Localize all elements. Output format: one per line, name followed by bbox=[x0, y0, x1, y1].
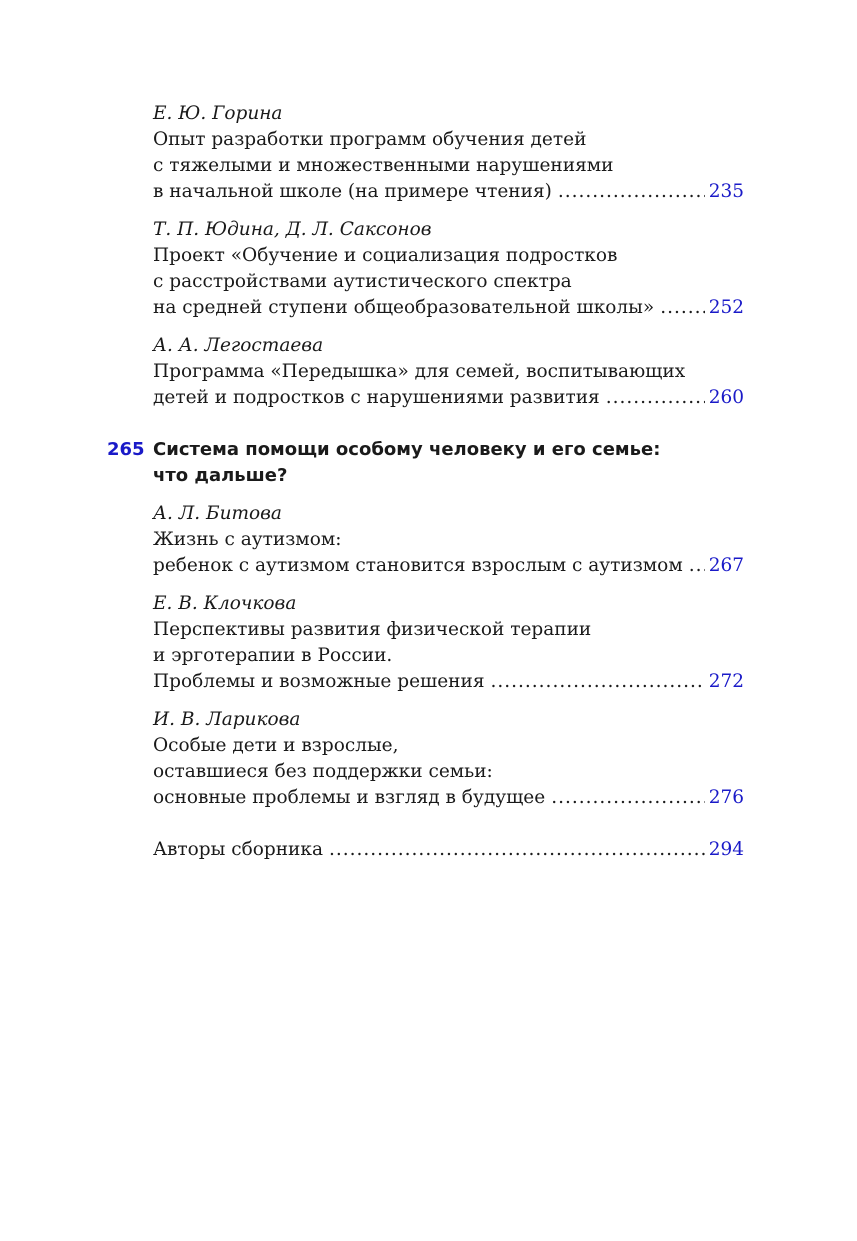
section-title-line: что дальше? bbox=[153, 465, 288, 486]
entry-title-line: основные проблемы и взгляд в будущее bbox=[153, 787, 546, 808]
dot-leader bbox=[491, 669, 705, 695]
entry-title-line: Опыт разработки программ обучения детей bbox=[153, 129, 587, 150]
page-number[interactable]: 252 bbox=[708, 297, 744, 318]
entry-last-line bbox=[153, 837, 744, 863]
entry-title-line: Проблемы и возможные решения bbox=[153, 671, 485, 692]
entry-title-line: с расстройствами аутистического спектра bbox=[153, 271, 572, 292]
entry-title-line: и эрготерапии в России. bbox=[153, 645, 393, 666]
toc-entry[interactable] bbox=[153, 501, 744, 579]
page-number[interactable]: 294 bbox=[708, 839, 744, 860]
entry-last-line bbox=[153, 385, 744, 411]
entry-author: А. А. Легостаева bbox=[153, 335, 324, 356]
dot-leader bbox=[558, 179, 705, 205]
entry-title-line: ребенок с аутизмом становится взрослым с аутизмом bbox=[153, 555, 683, 576]
dot-leader bbox=[660, 295, 704, 321]
entry-title-line: Жизнь с аутизмом: bbox=[153, 529, 342, 550]
toc-entry[interactable] bbox=[153, 101, 744, 205]
entry-title-line: в начальной школе (на примере чтения) bbox=[153, 181, 552, 202]
entry-last-line bbox=[153, 179, 744, 205]
toc-entry[interactable] bbox=[153, 591, 744, 695]
entry-author: Е. В. Клочкова bbox=[153, 593, 297, 614]
entry-title-line: Особые дети и взрослые, bbox=[153, 735, 399, 756]
toc-entry[interactable] bbox=[153, 217, 744, 321]
toc-entry[interactable] bbox=[153, 333, 744, 411]
page-number[interactable]: 272 bbox=[708, 671, 744, 692]
page-number[interactable]: 235 bbox=[708, 181, 744, 202]
entry-author: И. В. Ларикова bbox=[153, 709, 301, 730]
section-page-number[interactable]: 265 bbox=[107, 439, 145, 460]
entry-last-line bbox=[153, 295, 744, 321]
dot-leader bbox=[689, 553, 705, 579]
entry-title-line: с тяжелыми и множественными нарушениями bbox=[153, 155, 614, 176]
dot-leader bbox=[606, 385, 705, 411]
section-title-line: Система помощи особому человеку и его семье: bbox=[153, 439, 661, 460]
entry-author: А. Л. Битова bbox=[153, 503, 282, 524]
entry-title-line: оставшиеся без поддержки семьи: bbox=[153, 761, 493, 782]
page-number[interactable]: 260 bbox=[708, 387, 744, 408]
entry-title-line: Программа «Передышка» для семей, воспитывающих bbox=[153, 361, 686, 382]
entry-title-line: Авторы сборника bbox=[153, 839, 323, 860]
entry-last-line bbox=[153, 669, 744, 695]
entry-author: Т. П. Юдина, Д. Л. Саксонов bbox=[153, 219, 432, 240]
entry-title-line: на средней ступени общеобразовательной школы» bbox=[153, 297, 655, 318]
entry-last-line bbox=[153, 785, 744, 811]
section-title bbox=[153, 437, 660, 489]
toc-entry[interactable] bbox=[153, 707, 744, 811]
entry-title-line: Проект «Обучение и социализация подростков bbox=[153, 245, 618, 266]
entry-author: Е. Ю. Горина bbox=[153, 103, 283, 124]
entry-title-line: Перспективы развития физической терапии bbox=[153, 619, 592, 640]
toc-entry-authors[interactable] bbox=[153, 837, 744, 863]
entry-last-line bbox=[153, 553, 744, 579]
dot-leader bbox=[551, 785, 704, 811]
page-number[interactable]: 267 bbox=[708, 555, 744, 576]
page-number[interactable]: 276 bbox=[708, 787, 744, 808]
entry-title-line: детей и подростков с нарушениями развития bbox=[153, 387, 600, 408]
dot-leader bbox=[329, 837, 705, 863]
